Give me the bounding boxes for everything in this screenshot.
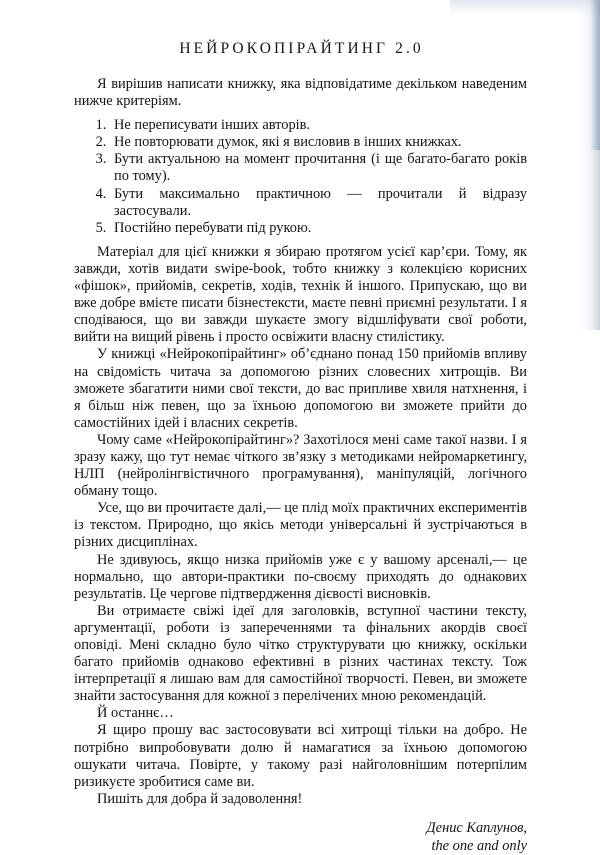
intro-paragraph: Я вирішив написати книжку, яка відповідатиме декільком наведеним нижче критеріям. bbox=[74, 76, 527, 110]
signature-name: Денис Каплунов, bbox=[426, 819, 527, 836]
criteria-list bbox=[74, 117, 527, 237]
running-head-title: НЕЙРОКОПІРАЙТИНГ 2.0 bbox=[179, 40, 424, 57]
paragraph-book-content: У книжці «Нейрокопірайтинг» об’єднано понад 150 прийомів впливу на свідомість читача за допомогою різних словесних хитрощів. Ви зможете збагатити ними свої тексти, до вас припливе хвиля натхнення, і я більш ніж певен, що за їхньою допомогою ви зможете прийти до самостійних ідей і власних секретів. bbox=[74, 346, 527, 431]
page-body bbox=[74, 76, 527, 855]
paragraph-fresh-ideas: Ви отримаєте свіжі ідеї для заголовків, вступної частини тексту, аргументації, роботи із запереченнями та фінальних акордів своєї оповіді. Мені складно було чітко структурувати цю книжку, оскільки багато прийомів однаково ефективні в різних частинах тексту. Тож інтерпретації я лишаю вам для самостійної творчості. Певен, ви зможете знайти застосування для кожної з перелічених мною рекомендацій. bbox=[74, 602, 527, 705]
paragraph-use-for-good: Я щиро прошу вас застосовувати всі хитрощі тільки на добро. Не потрібно випробовувати долю й намагатися за їхньою допомогою ошукати читача. Повірте, у такому разі найголовнішим потерпілим ризикуєте зробитися саме ви. bbox=[74, 722, 527, 790]
list-item: 1. Не переписувати інших авторів. bbox=[110, 117, 527, 134]
scan-shadow-top-edge bbox=[450, 0, 600, 14]
paragraph-last-lead: Й останнє… bbox=[97, 705, 174, 722]
paragraph-experiments: Усе, що ви прочитаєте далі,— це плід моїх практичних експериментів із текстом. Природно, що якісь методи універсальні й зустрічаються в різних дисциплінах. bbox=[74, 500, 527, 551]
paragraph-material: Матеріал для цієї книжки я збираю протягом усієї кар’єри. Тому, як завжди, хотів видати swipe-book, тобто книжку з колекцією корисних «фішок», прийомів, секретів, ходів, технік й іншого. Припускаю, що ви вже добре вмієте писати бізнестексти, маєте певні приємні результати. І я сподіваюся, що ви завжди шукаєте змогу відшліфувати свої роботи, вийти на вищий рівень і просто освіжити власну стилістику. bbox=[74, 243, 527, 346]
scan-shadow-right-edge-inner bbox=[590, 0, 600, 150]
paragraph-why-title: Чому саме «Нейрокопірайтинг»? Захотілося мені саме такої назви. І я зразу кажу, що тут немає чіткого зв’язку з методиками нейромаркетингу, НЛП (нейролінгвістичного програмування), маніпуляцій, логічного обману тощо. bbox=[74, 431, 527, 500]
list-item: 5. Постійно перебувати під рукою. bbox=[110, 220, 527, 237]
list-item: 3. Бути актуальною на момент прочитання (і ще багато-багато років по тому). bbox=[110, 151, 527, 185]
signature-tagline: the one and only bbox=[431, 837, 527, 854]
paragraph-closing-call: Пишіть для добра й задоволення! bbox=[97, 790, 303, 807]
author-signature bbox=[74, 820, 527, 855]
paragraph-arsenal: Не здивуюсь, якщо низка прийомів уже є у вашому арсеналі,— це нормально, що автори-практики по-своєму приходять до однакових результатів. Це чергове підтвердження дієвості висновків. bbox=[74, 551, 527, 602]
list-item: 4. Бути максимально практичною — прочитали й відразу застосували. bbox=[110, 186, 527, 220]
list-item: 2. Не повторювати думок, які я висловив в інших книжках. bbox=[110, 134, 527, 151]
